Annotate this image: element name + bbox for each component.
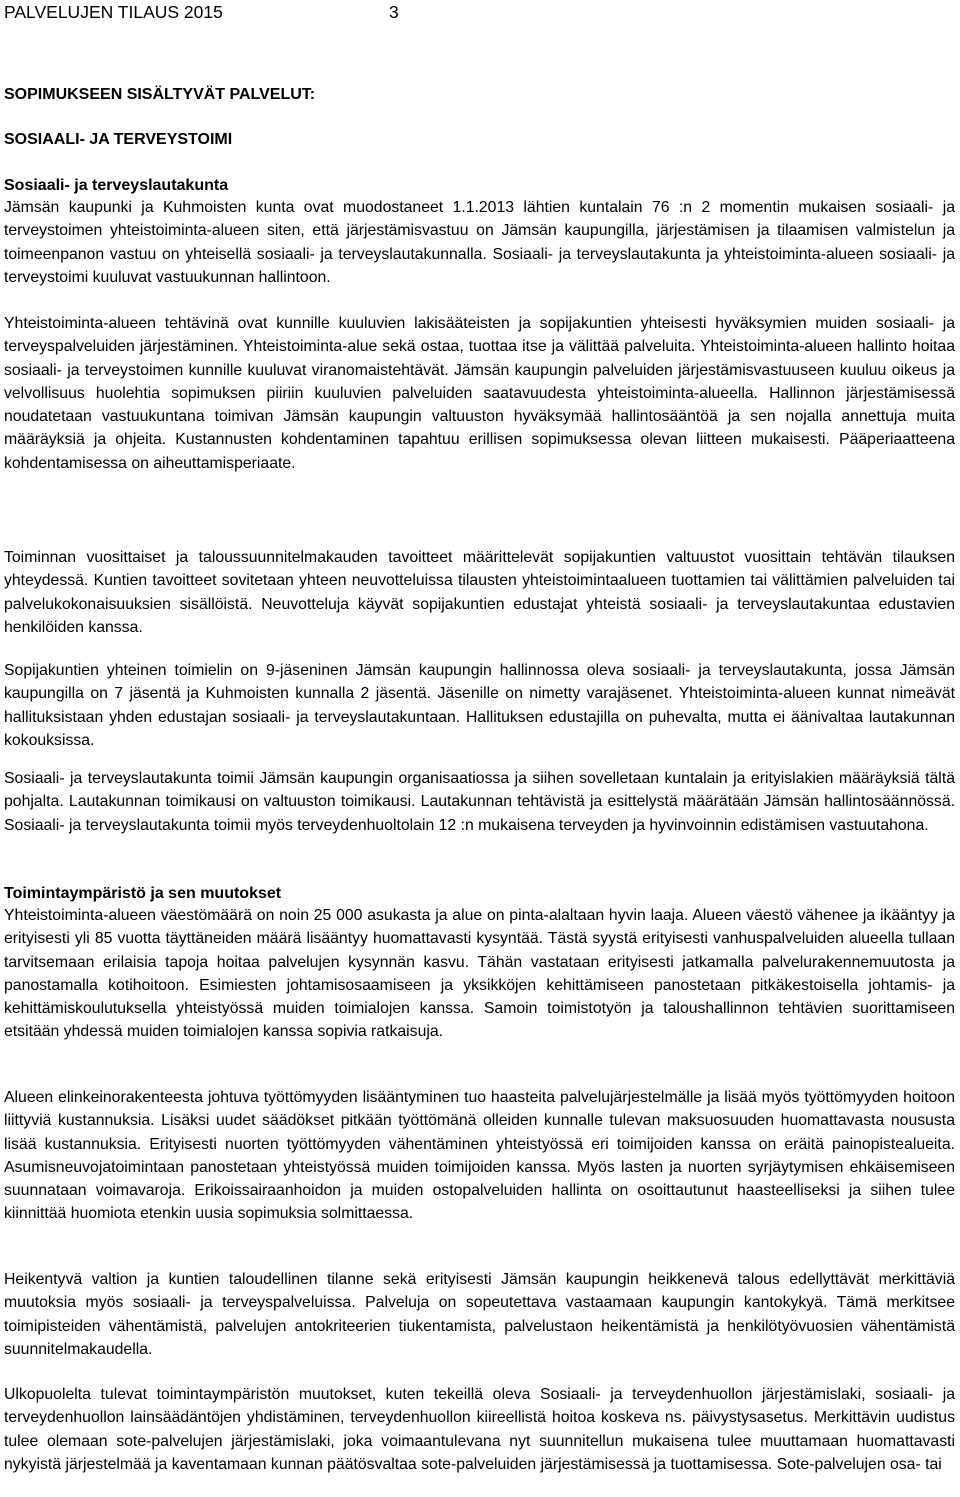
paragraph-8-text: Heikentyvä valtion ja kuntien taloudellinen tilanne sekä erityisesti Jämsän kaupungin heikkenevä talous edellyttävät merkittäviä muutoksia myös sosiaali- ja terveyspalveluissa. Palveluja on sopeutettava vastaamaan kaupungin kantokykyä. Tämä merkitsee toimipisteiden vähentämistä, palvelujen antokriteerien tiukentamista, palvelustaon heikentämistä ja henkilötyövuosien vähentämistä suunnitelmakaudella.	[4, 1271, 955, 1358]
heading-contracts: SOPIMUKSEEN SISÄLTYVÄT PALVELUT:	[4, 86, 316, 103]
paragraph-8	[4, 1268, 955, 1361]
paragraph-3-text: Toiminnan vuosittaiset ja taloussuunnitelmakauden tavoitteet määrittelevät sopijakuntien valtuustot vuosittain tehtävän tilauksen yhteydessä. Kuntien tavoitteet sovitetaan yhteen neuvotteluissa tilausten yhteistoimintaalueen tuottamien tai välittämien palveluiden tai palvelukokonaisuuksien sisällöistä. Neuvotteluja käyvät sopijakuntien edustajat yhteistä sosiaali- ja terveyslautakuntaa edustavien henkilöiden kanssa.	[4, 549, 955, 636]
paragraph-7	[4, 1086, 955, 1226]
page-number: 3	[389, 2, 399, 22]
paragraph-5-text: Sosiaali- ja terveyslautakunta toimii Jämsän kaupungin organisaatiossa ja siihen sovelletaan kuntalain ja erityislakien määräyksiä tältä pohjalta. Lautakunnan toimikausi on valtuuston toimikausi. Lautakunnan tehtävistä ja esittelystä määrätään Jämsän hallintosäännössä. Sosiaali- ja terveyslautakunta toimii myös terveydenhuoltolain 12 :n mukaisena terveyden ja hyvinvoinnin edistämisen vastuutahona.	[4, 770, 955, 834]
paragraph-6	[4, 904, 955, 1044]
paragraph-5	[4, 767, 955, 837]
paragraph-2-text: Yhteistoiminta-alueen tehtävinä ovat kunnille kuuluvien lakisääteisten ja sopijakuntien yhteisesti hyväksymien muiden sosiaali- ja terveyspalveluiden järjestäminen. Yhteistoiminta-alue sekä ostaa, tuottaa itse ja välittää palveluita. Yhteistoiminta-alueen hallinto hoitaa sosiaali- ja terveystoimen kunnille kuuluvat viranomaistehtävät. Jämsän kaupungin palveluiden järjestämisvastuuseen kuuluu oikeus ja velvollisuus huolehtia sopimuksen piiriin kuuluvien palveluiden saatavuudesta yhteistoiminta-alueella. Hallinnon järjestämisessä noudatetaan vastuukuntana toimivan Jämsän kaupungin valtuuston hyväksymää hallintosääntöä ja sen nojalla annettuja muita määräyksiä ja ohjeita. Kustannusten kohdentaminen tapahtuu erillisen sopimuksessa olevan liitteen mukaisesti. Pääperiaatteena kohdentamisessa on aiheuttamisperiaate.	[4, 315, 955, 472]
paragraph-2	[4, 312, 955, 475]
heading-environment: Toimintaympäristö ja sen muutokset	[4, 885, 282, 902]
paragraph-9-text: Ulkopuolelta tulevat toimintaympäristön muutokset, kuten tekeillä oleva Sosiaali- ja terveydenhuollon järjestämislaki, sosiaali- ja terveydenhuollon lainsäädäntöjen yhdistäminen, terveydenhuollon kiireellistä hoitoa koskeva ns. päivystysasetus. Merkittävin uudistus tulee olemaan sote-palvelujen järjestämislaki, joka voimaantulevana nyt suunnitellun mukaisena tulee muuttamaan huomattavasti nykyistä järjestelmää ja kaventamaan kunnan päätösvaltaa sote-palveluiden järjestämisessä ja tuottamisessa. Sote-palvelujen osa- tai	[4, 1386, 955, 1473]
paragraph-7-text: Alueen elinkeinorakenteesta johtuva työttömyyden lisääntyminen tuo haasteita palvelujärjestelmälle ja lisää myös työttömyyden hoitoon liittyviä kustannuksia. Lisäksi uudet säädökset pitkään työttömänä olleiden kunnalle tulevan maksuosuuden huomattavasta noususta lisää kustannuksia. Erityisesti nuorten työttömyyden vähentäminen yhteistyössä eri toimijoiden kanssa on eräitä painopistealueita. Asumisneuvojatoimintaan panostetaan yhteistyössä muiden toimijoiden kanssa. Myös lasten ja nuorten syrjäytymisen ehkäisemiseen suunnataan voimavaroja. Erikoissairaanhoidon ja muiden ostopalveluiden hallinta on osoittautunut haasteelliseksi ja siihen tulee kiinnittää huomiota etenkin uusia sopimuksia solmittaessa.	[4, 1089, 955, 1223]
paragraph-4-text: Sopijakuntien yhteinen toimielin on 9-jäseninen Jämsän kaupungin hallinnossa oleva sosiaali- ja terveyslautakunta, jossa Jämsän kaupungilla on 7 jäsentä ja Kuhmoisten kunnalla 2 jäsentä. Jäsenille on nimetty varajäsenet. Yhteistoiminta-alueen kunnat nimeävät hallituksistaan yhden edustajan sosiaali- ja terveyslautakuntaan. Hallituksen edustajilla on puhevalta, mutta ei äänivaltaa lautakunnan kokouksissa.	[4, 662, 955, 749]
paragraph-1-text: Jämsän kaupunki ja Kuhmoisten kunta ovat muodostaneet 1.1.2013 lähtien kuntalain 76 :n 2 momentin mukaisen sosiaali- ja terveystoimen yhteistoiminta-alueen siten, että järjestämisvastuu on Jämsän kaupungilla, järjestämisen ja tilaamisen valmistelun ja toimeenpanon vastuu on yhteisellä sosiaali- ja terveyslautakunnalla. Sosiaali- ja terveyslautakunta ja yhteistoiminta-alueen sosiaali- ja terveystoimi kuuluvat vastuukunnan hallintoon.	[4, 199, 955, 286]
page-header	[4, 0, 956, 24]
paragraph-6-text: Yhteistoiminta-alueen väestömäärä on noin 25 000 asukasta ja alue on pinta-alaltaan hyvin laaja. Alueen väestö vähenee ja ikääntyy ja erityisesti yli 85 vuotta täyttäneiden määrä lisääntyy huomattavasti kysyntää. Tästä syystä erityisesti vanhuspalveluiden alueella tullaan tarvitsemaan erilaisia tapoja hoitaa palvelujen kysynnän kasvu. Tähän vastataan erityisesti jatkamalla palvelurakennemuutosta ja panostamalla kotihoitoon. Esimiesten johtamisosaamiseen ja yksikköjen kehittämiseen panostetaan pitkäkestoisella johtamis- ja kehittämiskoulutuksella yhteistyössä muiden toimialojen kanssa. Samoin toimistotyön ja taloushallinnon tehtävien suorittamiseen etsitään yhdessä muiden toimialojen kanssa sopivia ratkaisuja.	[4, 907, 955, 1041]
paragraph-9	[4, 1383, 955, 1476]
paragraph-1	[4, 196, 955, 289]
paragraph-3	[4, 546, 955, 639]
heading-board: Sosiaali- ja terveyslautakunta	[4, 177, 229, 194]
document-title: PALVELUJEN TILAUS 2015	[4, 2, 223, 22]
heading-social-health: SOSIAALI- JA TERVEYSTOIMI	[4, 131, 233, 148]
paragraph-4	[4, 659, 955, 752]
